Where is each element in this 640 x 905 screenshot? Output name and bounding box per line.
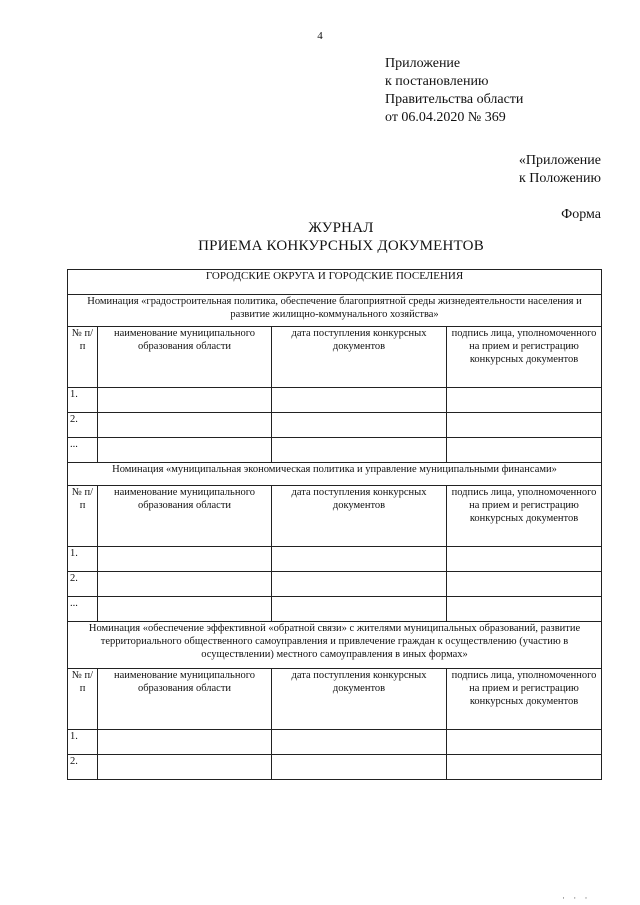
title-line: ЖУРНАЛ	[308, 220, 374, 236]
header-cell-date: дата поступления конкурсных документов	[272, 327, 447, 388]
signature-cell	[447, 388, 602, 413]
header-cell-number: № п/п	[68, 486, 98, 547]
signature-cell	[447, 547, 602, 572]
date-cell	[272, 388, 447, 413]
header-cell-municipality: наименование муниципального образования области	[98, 669, 272, 730]
municipality-cell	[98, 438, 272, 463]
row-number: 1.	[68, 547, 98, 572]
municipality-cell	[98, 388, 272, 413]
form-label: Форма	[561, 207, 601, 222]
title-line: ПРИЕМА КОНКУРСНЫХ ДОКУМЕНТОВ	[198, 238, 484, 254]
nomination-title: Номинация «обеспечение эффективной «обратной связи» с жителями муниципальных образований, развитие территориального общественного самоуправления и привлечение граждан к осуществлению (участию в осуществлении) местного самоуправления в иных формах»	[68, 622, 602, 669]
appendix-to-regulation-block	[0, 152, 601, 188]
header-cell-date: дата поступления конкурсных документов	[272, 486, 447, 547]
section-title-row	[68, 270, 602, 295]
appendix-line: Правительства области	[385, 92, 524, 107]
appendix2-line: к Положению	[518, 171, 601, 186]
table-row	[68, 730, 602, 755]
row-number: ...	[68, 438, 98, 463]
header-cell-number: № п/п	[68, 669, 98, 730]
header-cell-signature: подпись лица, уполномоченного на прием и регистрацию конкурсных документов	[447, 486, 602, 547]
table-header-row	[68, 669, 602, 730]
header-cell-signature: подпись лица, уполномоченного на прием и регистрацию конкурсных документов	[447, 327, 602, 388]
appendix2-line: «Приложение	[518, 153, 601, 168]
date-cell	[272, 413, 447, 438]
date-cell	[272, 547, 447, 572]
table-header-row	[68, 486, 602, 547]
signature-cell	[447, 755, 602, 780]
date-cell	[272, 572, 447, 597]
nomination-row	[68, 622, 602, 669]
municipality-cell	[98, 597, 272, 622]
table-header-row	[68, 327, 602, 388]
header-cell-date: дата поступления конкурсных документов	[272, 669, 447, 730]
appendix-line: Приложение	[385, 56, 461, 71]
appendix-line: к постановлению	[385, 74, 489, 89]
row-number: ...	[68, 597, 98, 622]
document-title	[0, 219, 640, 255]
table-row	[68, 755, 602, 780]
nomination-row	[68, 463, 602, 486]
signature-cell	[447, 413, 602, 438]
municipality-cell	[98, 730, 272, 755]
municipality-cell	[98, 755, 272, 780]
signature-cell	[447, 438, 602, 463]
header-cell-municipality: наименование муниципального образования области	[98, 327, 272, 388]
date-cell	[272, 755, 447, 780]
table-row	[68, 547, 602, 572]
header-cell-number: № п/п	[68, 327, 98, 388]
municipality-cell	[98, 547, 272, 572]
appendix-block	[385, 55, 523, 127]
nomination-title: Номинация «градостроительная политика, обеспечение благоприятной среды жизнедеятельности населения и развитие жилищно-коммунального хозяйства»	[68, 295, 602, 327]
municipality-cell	[98, 413, 272, 438]
municipality-cell	[98, 572, 272, 597]
signature-cell	[447, 730, 602, 755]
table-row	[68, 413, 602, 438]
page-number: 4	[317, 30, 323, 42]
table-row	[68, 438, 602, 463]
table-row	[68, 597, 602, 622]
row-number: 2.	[68, 413, 98, 438]
appendix-line: от 06.04.2020 № 369	[385, 110, 506, 125]
header-cell-signature: подпись лица, уполномоченного на прием и регистрацию конкурсных документов	[447, 669, 602, 730]
table-row	[68, 388, 602, 413]
date-cell	[272, 730, 447, 755]
date-cell	[272, 438, 447, 463]
date-cell	[272, 597, 447, 622]
row-number: 1.	[68, 730, 98, 755]
scan-artifact-mark: · · ·	[562, 893, 591, 903]
nomination-row	[68, 295, 602, 327]
nomination-title: Номинация «муниципальная экономическая политика и управление муниципальными финансами»	[68, 463, 602, 486]
header-cell-municipality: наименование муниципального образования области	[98, 486, 272, 547]
signature-cell	[447, 597, 602, 622]
section-title-cell: ГОРОДСКИЕ ОКРУГА И ГОРОДСКИЕ ПОСЕЛЕНИЯ	[68, 270, 602, 295]
row-number: 2.	[68, 572, 98, 597]
signature-cell	[447, 572, 602, 597]
row-number: 1.	[68, 388, 98, 413]
journal-table	[67, 269, 602, 780]
row-number: 2.	[68, 755, 98, 780]
table-row	[68, 572, 602, 597]
